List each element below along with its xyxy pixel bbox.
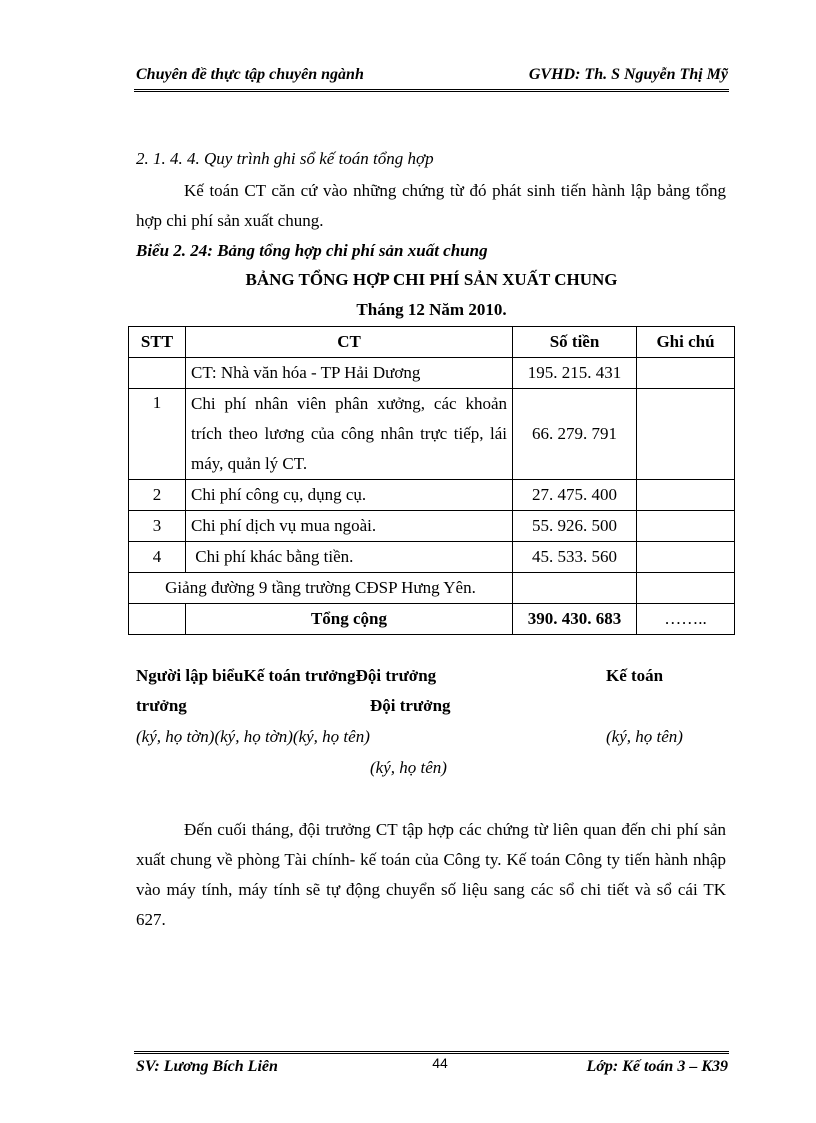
header-note: Ghi chú xyxy=(637,327,735,358)
cost-summary-table xyxy=(128,326,735,635)
project1-name: CT: Nhà văn hóa - TP Hải Dương xyxy=(186,358,513,389)
total-amount: 390. 430. 683 xyxy=(513,604,637,635)
table-row xyxy=(129,389,735,480)
table-caption: Biểu 2. 24: Bảng tổng hợp chi phí sản xuất chung xyxy=(136,241,488,260)
row-amount: 27. 475. 400 xyxy=(513,480,637,511)
total-label: Tổng cộng xyxy=(186,604,513,635)
row-stt: 3 xyxy=(129,511,186,542)
table-row xyxy=(129,542,735,573)
signature-notes-line3: (ký, họ tờn)(ký, họ tờn)(ký, họ tên) xyxy=(136,727,370,746)
table-total-row xyxy=(129,604,735,635)
row-desc: Chi phí khác bằng tiền. xyxy=(186,542,513,573)
project1-amount: 195. 215. 431 xyxy=(513,358,637,389)
signature-notes-line4: (ký, họ tên) xyxy=(370,758,447,777)
signature-titles-line2-mid: Đội trưởng xyxy=(370,696,451,715)
table-row-project2 xyxy=(129,573,735,604)
table-title: BẢNG TỔNG HỢP CHI PHÍ SẢN XUẤT CHUNG xyxy=(245,270,618,289)
section-title: 2. 1. 4. 4. Quy trình ghi sổ kế toán tổng hợp xyxy=(136,149,434,168)
header-left: Chuyên đề thực tập chuyên ngành xyxy=(136,66,364,83)
table-row-project1 xyxy=(129,358,735,389)
row-amount: 55. 926. 500 xyxy=(513,511,637,542)
header-amount: Số tiền xyxy=(513,327,637,358)
table-row xyxy=(129,480,735,511)
row-amount: 45. 533. 560 xyxy=(513,542,637,573)
signature-note-right: (ký, họ tên) xyxy=(606,727,683,746)
signature-titles-line1: Người lập biểuKế toán trưởngĐội trưởng xyxy=(136,666,437,685)
signature-title-right: Kế toán xyxy=(606,666,664,685)
row-stt: 4 xyxy=(129,542,186,573)
row-amount: 66. 279. 791 xyxy=(513,389,637,480)
row-desc: Chi phí công cụ, dụng cụ. xyxy=(186,480,513,511)
header-right: GVHD: Th. S Nguyễn Thị Mỹ xyxy=(528,66,728,83)
total-note: …….. xyxy=(637,604,735,635)
table-subtitle: Tháng 12 Năm 2010. xyxy=(356,300,507,319)
row-stt: 1 xyxy=(129,389,186,480)
paragraph-closing: Đến cuối tháng, đội trưởng CT tập hợp các chứng từ liên quan đến chi phí sản xuất chung về phòng Tài chính- kế toán của Công ty. Kế toán Công ty tiến hành nhập vào máy tính, máy tính sẽ tự động chuyển số liệu sang các sổ chi tiết và sổ cái TK 627. xyxy=(136,820,726,929)
header-stt: STT xyxy=(129,327,186,358)
project2-name: Giảng đường 9 tầng trường CĐSP Hưng Yên. xyxy=(129,573,513,604)
table-row xyxy=(129,511,735,542)
row-stt: 2 xyxy=(129,480,186,511)
footer-left: SV: Lương Bích Liên xyxy=(136,1058,278,1075)
footer-right: Lớp: Kế toán 3 – K39 xyxy=(586,1058,728,1075)
header-ct: CT xyxy=(186,327,513,358)
signature-titles-line2-left: trưởng xyxy=(136,696,187,715)
row-desc: Chi phí dịch vụ mua ngoài. xyxy=(186,511,513,542)
footer-rule xyxy=(134,1051,729,1054)
page-number: 44 xyxy=(432,1055,448,1071)
paragraph-intro: Kế toán CT căn cứ vào những chứng từ đó phát sinh tiến hành lập bảng tổng hợp chi phí sản xuất chung. xyxy=(136,181,726,230)
header-rule xyxy=(134,89,729,92)
table-header-row xyxy=(129,327,735,358)
row-desc: Chi phí nhân viên phân xưởng, các khoản trích theo lương của công nhân trực tiếp, lái máy, quản lý CT. xyxy=(186,389,513,480)
